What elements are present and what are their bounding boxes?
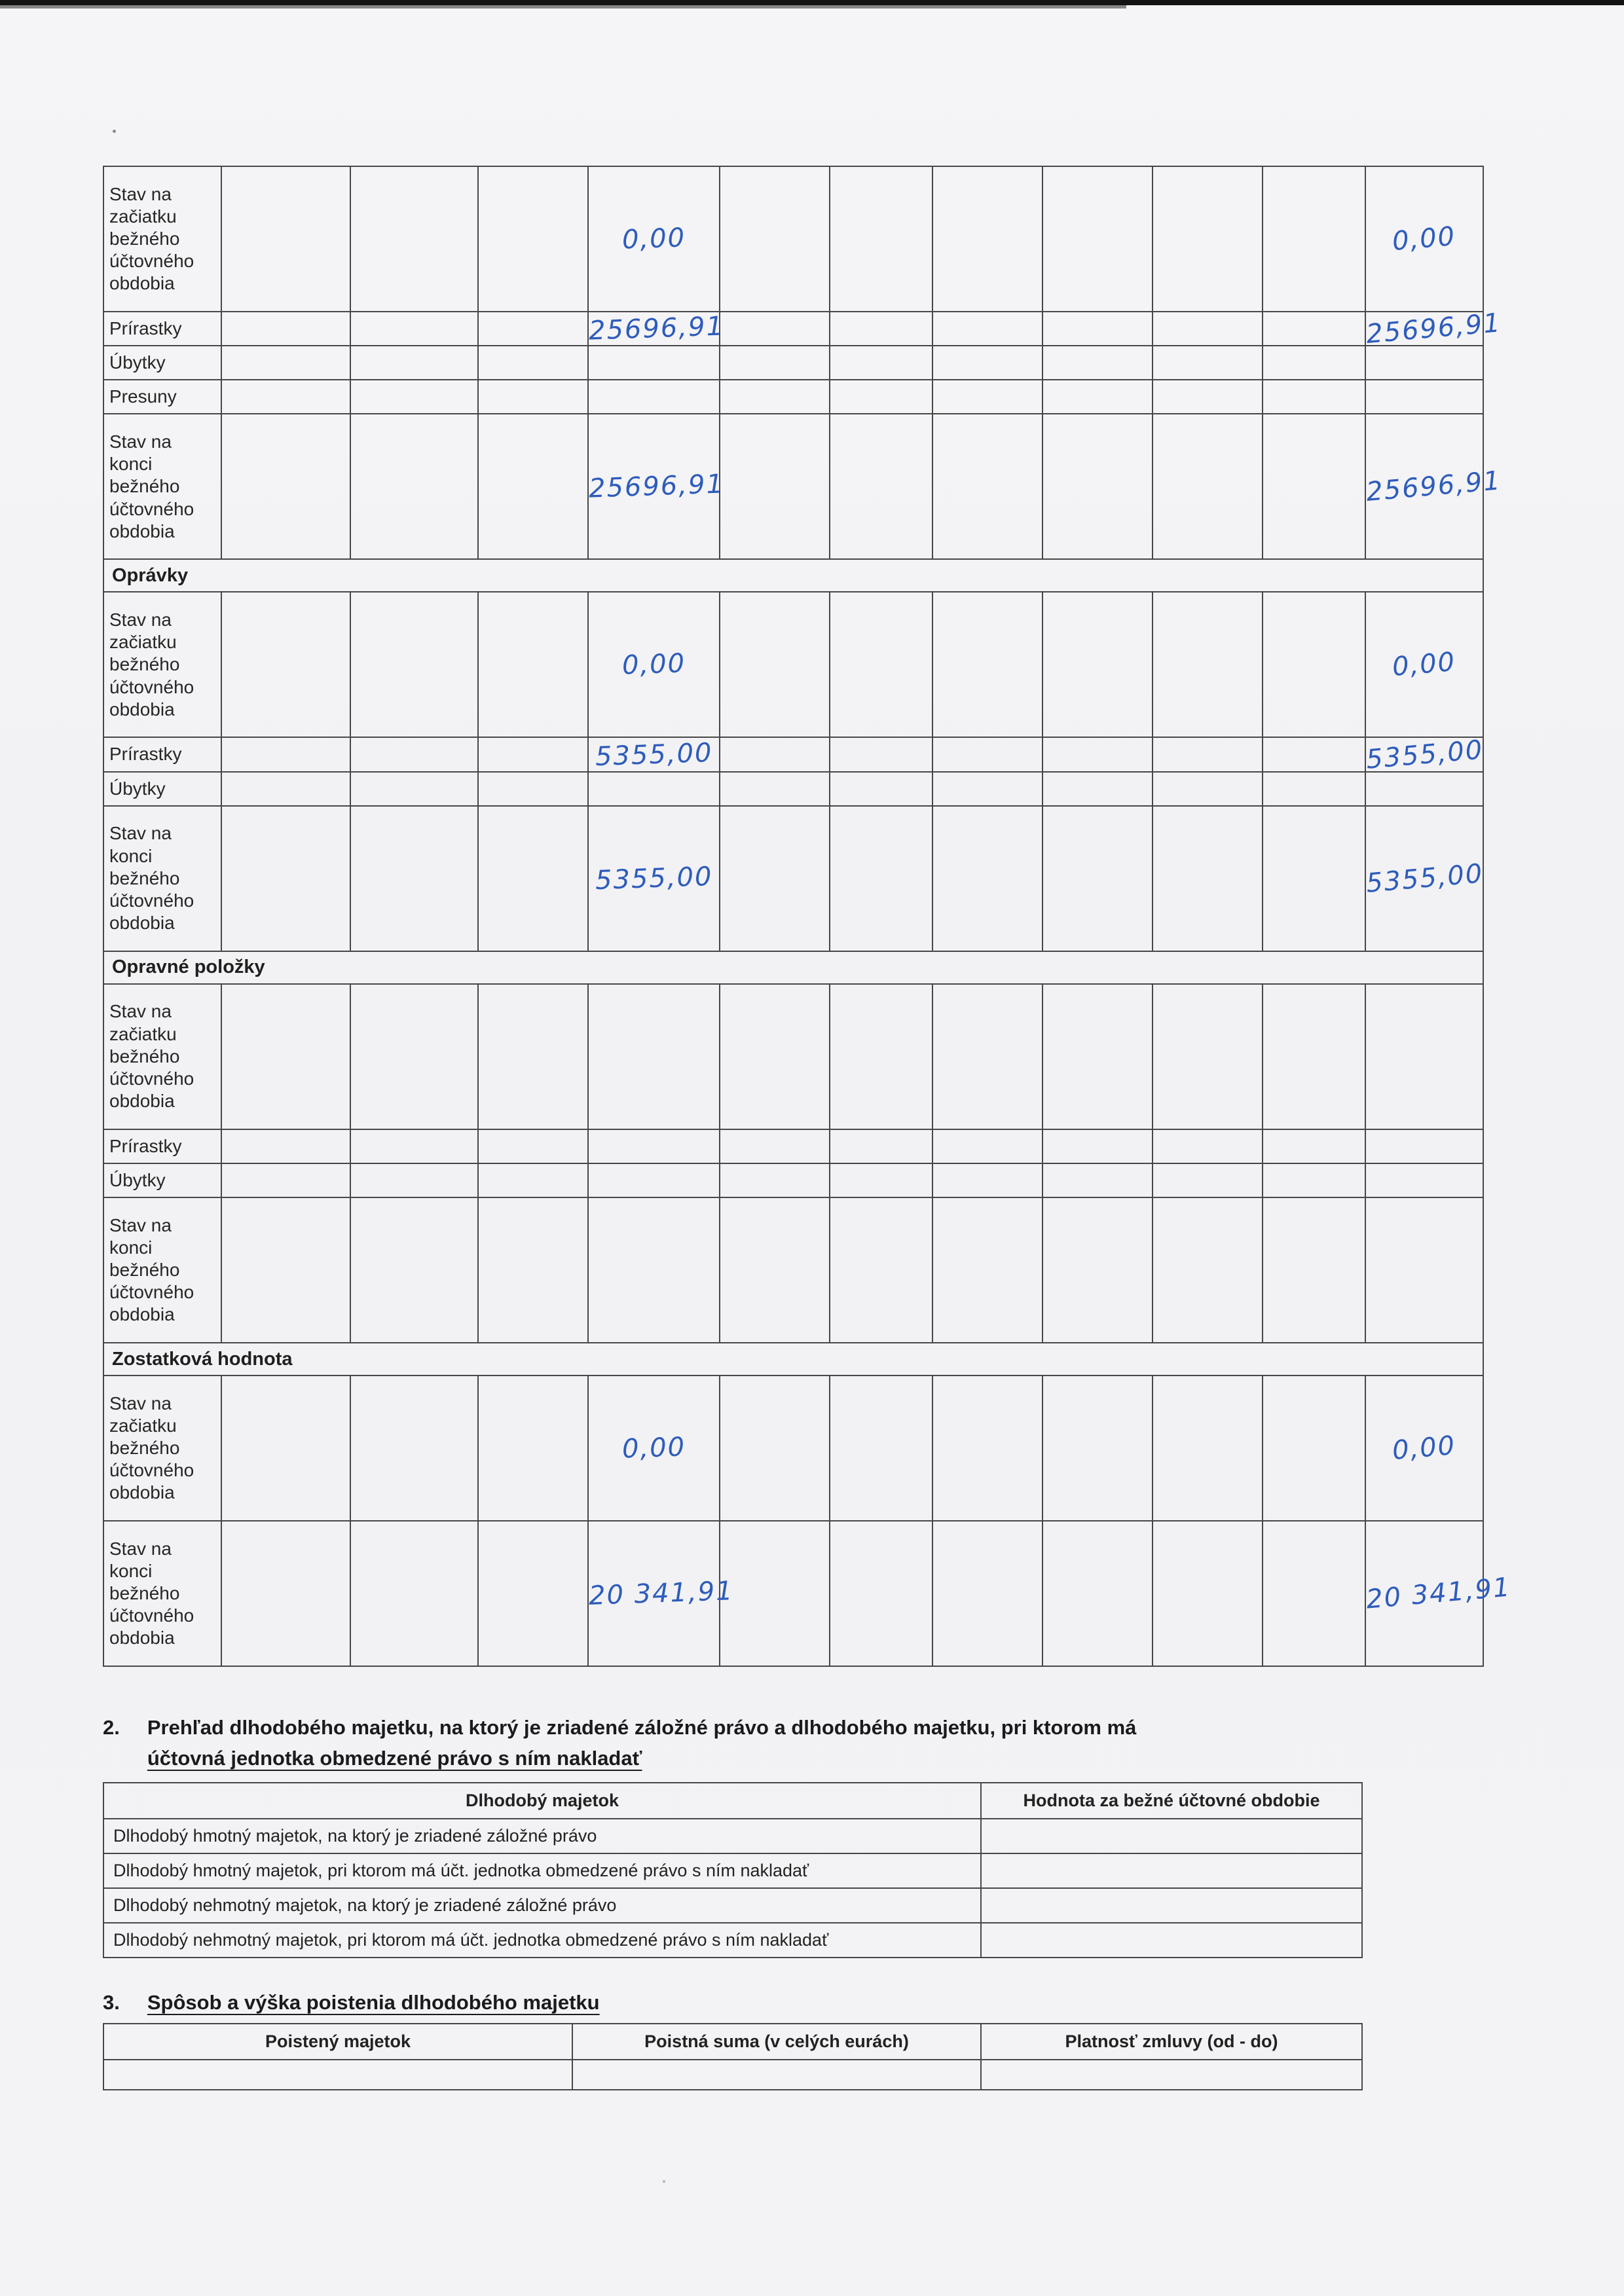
value-cell-col1 [221, 806, 350, 951]
value-cell-col4 [588, 592, 720, 737]
row-label: Dlhodobý hmotný majetok, pri ktorom má účt. jednotka obmedzené právo s ním nakladať [103, 1853, 981, 1888]
value-cell-col1 [221, 166, 350, 312]
value-cell-col9 [1153, 414, 1263, 559]
row-label: Stav na konci bežného účtovného obdobia [103, 806, 221, 951]
value-cell-col7 [932, 166, 1043, 312]
value-cell-col8 [1043, 984, 1153, 1129]
value-cell-col6 [830, 1521, 932, 1666]
value-cell-col10 [1263, 1163, 1365, 1197]
value-cell-col1 [221, 1521, 350, 1666]
section-label: Opravné položky [103, 951, 1483, 984]
value-cell-col3 [478, 984, 588, 1129]
value-cell-col8 [1043, 1521, 1153, 1666]
value-cell-col3 [478, 380, 588, 414]
table-row [103, 1923, 1362, 1958]
value-cell-col10 [1263, 1129, 1365, 1163]
insurance-table [103, 2023, 1363, 2090]
value-cell-col2 [350, 1521, 478, 1666]
asset-table-row [103, 772, 1483, 806]
value-cell-col4 [588, 311, 725, 346]
handwritten-value: 5355,00 [1365, 734, 1485, 775]
value-cell-col2 [350, 312, 478, 346]
value-cell-col5 [720, 1376, 830, 1521]
value-cell-col1 [221, 414, 350, 559]
value-cell-col10 [1263, 380, 1365, 414]
value-cell-col2 [350, 1129, 478, 1163]
value-cell-col6 [830, 312, 932, 346]
value-cell-col8 [1043, 1129, 1153, 1163]
value-cell-col3 [478, 737, 588, 771]
value-cell-col10 [1263, 1376, 1365, 1521]
value-cell-col2 [350, 1197, 478, 1343]
value-cell-col5 [720, 380, 830, 414]
value-cell [981, 1853, 1362, 1888]
value-cell-col5 [720, 414, 830, 559]
value-cell-col11 [1365, 984, 1483, 1129]
row-label: Presuny [103, 380, 221, 414]
value-cell-col2 [350, 166, 478, 312]
value-cell-col3 [478, 1521, 588, 1666]
value-cell-col6 [830, 1129, 932, 1163]
value-cell-col7 [932, 592, 1043, 737]
asset-table-row [103, 346, 1483, 380]
value-cell-col5 [720, 346, 830, 380]
value-cell-col5 [720, 806, 830, 951]
value-cell-col5 [720, 1129, 830, 1163]
value-cell-col7 [932, 346, 1043, 380]
value-cell-col2 [350, 737, 478, 771]
value-cell-col3 [478, 806, 588, 951]
value-cell [981, 2060, 1362, 2090]
value-cell-col1 [221, 984, 350, 1129]
value-cell [981, 1819, 1362, 1853]
value-cell-col10 [1263, 806, 1365, 951]
value-cell-col6 [830, 1376, 932, 1521]
scan-speck [663, 2180, 665, 2183]
value-cell-col3 [478, 772, 588, 806]
value-cell-col8 [1043, 1197, 1153, 1343]
section-header-row [103, 559, 1483, 592]
value-cell-col4 [588, 984, 720, 1129]
value-cell-col7 [932, 737, 1043, 771]
asset-table-row [103, 1521, 1483, 1666]
section-number: 3. [103, 1991, 120, 2014]
value-cell-col5 [720, 1163, 830, 1197]
value-cell-col9 [1153, 984, 1263, 1129]
value-cell-col10 [1263, 346, 1365, 380]
value-cell-col10 [1263, 1521, 1365, 1666]
asset-movements-table [103, 166, 1513, 1667]
table-row [103, 1888, 1362, 1923]
table-row [103, 1819, 1362, 1853]
row-label: Úbytky [103, 1163, 221, 1197]
value-cell-col1 [221, 1163, 350, 1197]
value-cell-col11 [1365, 380, 1483, 414]
value-cell-col2 [350, 772, 478, 806]
scan-speck [113, 130, 116, 133]
row-label: Stav na začiatku bežného účtovného obdobia [103, 592, 221, 737]
table-row [103, 2060, 1362, 2090]
value-cell-col2 [350, 1376, 478, 1521]
handwritten-value: 0,00 [1391, 221, 1458, 257]
value-cell-col11 [1365, 1521, 1513, 1666]
section-number: 2. [103, 1716, 120, 1739]
value-cell-col8 [1043, 312, 1153, 346]
value-cell-col1 [221, 1129, 350, 1163]
value-cell-col11 [1365, 1376, 1483, 1521]
value-cell-col1 [221, 1197, 350, 1343]
value-cell-col8 [1043, 737, 1153, 771]
value-cell-col2 [350, 984, 478, 1129]
section-title [147, 1713, 1137, 1774]
handwritten-value: 0,00 [621, 648, 686, 682]
value-cell-col9 [1153, 380, 1263, 414]
handwritten-value: 0,00 [621, 223, 686, 255]
asset-table-row [103, 1376, 1483, 1521]
section-label: Oprávky [103, 559, 1483, 592]
value-cell-col3 [478, 414, 588, 559]
value-cell-col1 [221, 312, 350, 346]
value-cell-col9 [1153, 312, 1263, 346]
value-cell-col10 [1263, 592, 1365, 737]
handwritten-value: 5355,00 [595, 737, 713, 772]
handwritten-value: 0,00 [621, 1432, 686, 1465]
value-cell-col2 [350, 414, 478, 559]
section-3-heading [103, 1988, 600, 2018]
handwritten-value: 25696,91 [588, 469, 725, 505]
column-header-poisteny-majetok: Poistený majetok [103, 2024, 572, 2060]
value-cell-col6 [830, 772, 932, 806]
value-cell-col11 [1365, 346, 1483, 380]
column-header-dlhodoby-majetok: Dlhodobý majetok [103, 1783, 981, 1819]
value-cell-col4 [588, 346, 720, 380]
value-cell-col10 [1263, 166, 1365, 312]
value-cell-col6 [830, 737, 932, 771]
value-cell-col3 [478, 1197, 588, 1343]
value-cell-col11 [1365, 1163, 1483, 1197]
value-cell-col6 [830, 346, 932, 380]
value-cell-col2 [350, 592, 478, 737]
row-label: Stav na konci bežného účtovného obdobia [103, 1197, 221, 1343]
handwritten-value: 0,00 [1391, 647, 1458, 683]
value-cell-col3 [478, 1163, 588, 1197]
handwritten-value: 25696,91 [588, 311, 725, 346]
value-cell-col10 [1263, 984, 1365, 1129]
value-cell-col10 [1263, 1197, 1365, 1343]
section-title-line2: účtovná jednotka obmedzené právo s ním nakladať [147, 1746, 642, 1770]
value-cell-col2 [350, 806, 478, 951]
header-row [103, 1783, 1362, 1819]
value-cell-col4 [588, 380, 720, 414]
value-cell [981, 1923, 1362, 1958]
header-row [103, 2024, 1362, 2060]
column-header-platnost-zmluvy: Platnosť zmluvy (od - do) [981, 2024, 1362, 2060]
value-cell-col8 [1043, 592, 1153, 737]
asset-table-row [103, 166, 1483, 312]
value-cell-col4 [588, 737, 720, 771]
value-cell-col8 [1043, 806, 1153, 951]
value-cell-col11 [1365, 592, 1483, 737]
value-cell-col1 [221, 346, 350, 380]
value-cell-col8 [1043, 772, 1153, 806]
value-cell-col8 [1043, 166, 1153, 312]
value-cell-col4 [588, 166, 720, 312]
value-cell-col5 [720, 312, 830, 346]
handwritten-value: 0,00 [1391, 1430, 1458, 1467]
value-cell-col4 [588, 1163, 720, 1197]
handwritten-value: 20 341,91 [588, 1576, 735, 1611]
row-label: Úbytky [103, 772, 221, 806]
asset-table-row [103, 592, 1483, 737]
value-cell-col11 [1365, 414, 1503, 559]
value-cell-col5 [720, 1197, 830, 1343]
value-cell-col1 [221, 592, 350, 737]
value-cell-col3 [478, 1129, 588, 1163]
value-cell-col7 [932, 1163, 1043, 1197]
value-cell-col11 [1365, 772, 1483, 806]
value-cell-col9 [1153, 1129, 1263, 1163]
value-cell-col4 [588, 1376, 720, 1521]
value-cell-col4 [588, 1129, 720, 1163]
value-cell-col7 [932, 1376, 1043, 1521]
value-cell-col6 [830, 984, 932, 1129]
value-cell-col6 [830, 414, 932, 559]
row-label: Úbytky [103, 346, 221, 380]
value-cell-col7 [932, 772, 1043, 806]
value-cell-col5 [720, 592, 830, 737]
asset-table-row [103, 806, 1483, 951]
value-cell-col9 [1153, 1376, 1263, 1521]
value-cell-col11 [1365, 806, 1483, 951]
scan-edge [0, 0, 1624, 5]
scan-edge-shadow [0, 5, 1126, 9]
column-header-poistna-suma: Poistná suma (v celých eurách) [572, 2024, 981, 2060]
section-title-line1: Prehľad dlhodobého majetku, na ktorý je zriadené záložné právo a dlhodobého majetku, pri ktorom má [147, 1716, 1137, 1739]
handwritten-value: 5355,00 [595, 861, 713, 896]
value-cell [572, 2060, 981, 2090]
value-cell-col10 [1263, 772, 1365, 806]
value-cell-col7 [932, 1521, 1043, 1666]
value-cell-col3 [478, 346, 588, 380]
row-label: Prírastky [103, 1129, 221, 1163]
asset-table-row [103, 312, 1483, 346]
pledged-assets-table [103, 1782, 1363, 1958]
row-label: Stav na konci bežného účtovného obdobia [103, 414, 221, 559]
value-cell-col11 [1365, 308, 1503, 350]
value-cell-col7 [932, 312, 1043, 346]
table-row [103, 1853, 1362, 1888]
value-cell-col11 [1365, 1197, 1483, 1343]
value-cell-col9 [1153, 737, 1263, 771]
value-cell-col7 [932, 806, 1043, 951]
value-cell-col7 [932, 984, 1043, 1129]
asset-table-row [103, 380, 1483, 414]
value-cell-col8 [1043, 1163, 1153, 1197]
row-label: Stav na začiatku bežného účtovného obdobia [103, 166, 221, 312]
value-cell [981, 1888, 1362, 1923]
value-cell-col5 [720, 1521, 830, 1666]
value-cell-col7 [932, 414, 1043, 559]
value-cell [103, 2060, 572, 2090]
value-cell-col9 [1153, 346, 1263, 380]
handwritten-value: 5355,00 [1365, 858, 1485, 899]
row-label: Dlhodobý hmotný majetok, na ktorý je zriadené záložné právo [103, 1819, 981, 1853]
value-cell-col7 [932, 380, 1043, 414]
value-cell-col7 [932, 1129, 1043, 1163]
value-cell-col4 [588, 1197, 720, 1343]
value-cell-col3 [478, 592, 588, 737]
value-cell-col6 [830, 1163, 932, 1197]
row-label: Prírastky [103, 312, 221, 346]
section-label: Zostatková hodnota [103, 1343, 1483, 1376]
value-cell-col10 [1263, 312, 1365, 346]
value-cell-col3 [478, 312, 588, 346]
value-cell-col8 [1043, 414, 1153, 559]
value-cell-col9 [1153, 166, 1263, 312]
value-cell-col11 [1365, 166, 1483, 312]
row-label: Prírastky [103, 737, 221, 771]
value-cell-col4 [588, 772, 720, 806]
section-title: Spôsob a výška poistenia dlhodobého majetku [147, 1991, 600, 2014]
value-cell-col9 [1153, 772, 1263, 806]
value-cell-col3 [478, 166, 588, 312]
asset-table-row [103, 1163, 1483, 1197]
value-cell-col8 [1043, 346, 1153, 380]
value-cell-col11 [1365, 1129, 1483, 1163]
value-cell-col4 [588, 414, 725, 559]
value-cell-col9 [1153, 1521, 1263, 1666]
value-cell-col4 [588, 1521, 735, 1666]
row-label: Dlhodobý nehmotný majetok, na ktorý je zriadené záložné právo [103, 1888, 981, 1923]
row-label: Stav na začiatku bežného účtovného obdobia [103, 1376, 221, 1521]
value-cell-col3 [478, 1376, 588, 1521]
value-cell-col2 [350, 346, 478, 380]
value-cell-col6 [830, 166, 932, 312]
value-cell-col5 [720, 737, 830, 771]
value-cell-col5 [720, 166, 830, 312]
asset-table-row [103, 1129, 1483, 1163]
value-cell-col8 [1043, 1376, 1153, 1521]
value-cell-col2 [350, 1163, 478, 1197]
value-cell-col1 [221, 380, 350, 414]
value-cell-col6 [830, 1197, 932, 1343]
handwritten-value: 25696,91 [1365, 308, 1503, 350]
value-cell-col10 [1263, 414, 1365, 559]
value-cell-col9 [1153, 1197, 1263, 1343]
value-cell-col5 [720, 984, 830, 1129]
row-label: Dlhodobý nehmotný majetok, pri ktorom má účt. jednotka obmedzené právo s ním nakladať [103, 1923, 981, 1958]
section-header-row [103, 951, 1483, 984]
value-cell-col5 [720, 772, 830, 806]
asset-table-row [103, 984, 1483, 1129]
value-cell-col2 [350, 380, 478, 414]
row-label: Stav na konci bežného účtovného obdobia [103, 1521, 221, 1666]
asset-table-row [103, 1197, 1483, 1343]
row-label: Stav na začiatku bežného účtovného obdobia [103, 984, 221, 1129]
value-cell-col1 [221, 772, 350, 806]
value-cell-col6 [830, 806, 932, 951]
section-2-heading [103, 1713, 1412, 1774]
column-header-hodnota: Hodnota za bežné účtovné obdobie [981, 1783, 1362, 1819]
asset-table-row [103, 737, 1483, 771]
value-cell-col4 [588, 806, 720, 951]
value-cell-col9 [1153, 806, 1263, 951]
value-cell-col10 [1263, 737, 1365, 771]
section-header-row [103, 1343, 1483, 1376]
value-cell-col7 [932, 1197, 1043, 1343]
value-cell-col9 [1153, 1163, 1263, 1197]
value-cell-col9 [1153, 592, 1263, 737]
handwritten-value: 25696,91 [1365, 465, 1503, 508]
value-cell-col6 [830, 592, 932, 737]
value-cell-col6 [830, 380, 932, 414]
value-cell-col8 [1043, 380, 1153, 414]
value-cell-col1 [221, 1376, 350, 1521]
asset-table-row [103, 414, 1483, 559]
value-cell-col1 [221, 737, 350, 771]
value-cell-col11 [1365, 734, 1485, 775]
handwritten-value: 20 341,91 [1365, 1572, 1513, 1615]
